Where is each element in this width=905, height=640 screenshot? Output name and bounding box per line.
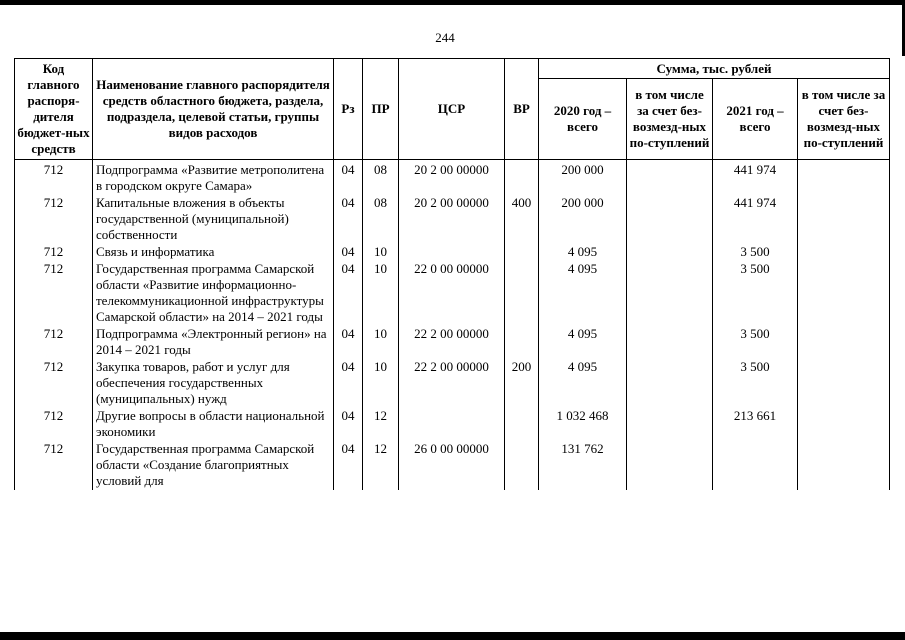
cell-name: Государственная программа Самарской области «Создание благоприятных условий для [93, 441, 334, 490]
cell-rz: 04 [334, 441, 363, 490]
cell-2020-free [627, 326, 713, 359]
cell-2021-total [713, 441, 798, 490]
cell-pr: 10 [363, 244, 399, 261]
table-body [15, 160, 890, 491]
cell-name: Закупка товаров, работ и услуг для обеспечения государственных (муниципальных) нужд [93, 359, 334, 408]
cell-2020-free [627, 195, 713, 244]
cell-2020-total: 200 000 [539, 195, 627, 244]
cell-code: 712 [15, 441, 93, 490]
cell-2021-total: 441 974 [713, 195, 798, 244]
table-row [15, 160, 890, 196]
cell-2021-free [798, 160, 890, 196]
cell-csr: 22 2 00 00000 [399, 359, 505, 408]
cell-rz: 04 [334, 244, 363, 261]
cell-2021-free [798, 408, 890, 441]
table-row [15, 326, 890, 359]
cell-csr: 20 2 00 00000 [399, 195, 505, 244]
cell-csr [399, 244, 505, 261]
cell-2020-total: 4 095 [539, 359, 627, 408]
cell-2021-free [798, 441, 890, 490]
cell-2020-total: 4 095 [539, 326, 627, 359]
cell-2020-free [627, 359, 713, 408]
cell-pr: 08 [363, 195, 399, 244]
cell-vr: 400 [505, 195, 539, 244]
cell-vr: 200 [505, 359, 539, 408]
cell-code: 712 [15, 244, 93, 261]
cell-pr: 12 [363, 441, 399, 490]
cell-csr: 26 0 00 00000 [399, 441, 505, 490]
cell-name: Другие вопросы в области национальной экономики [93, 408, 334, 441]
cell-name: Государственная программа Самарской области «Развитие информационно-телекоммуникационной инфраструктуры Самарской области» на 2014 – 2021 годы [93, 261, 334, 326]
cell-2020-total: 4 095 [539, 244, 627, 261]
cell-2020-total: 1 032 468 [539, 408, 627, 441]
table-row [15, 441, 890, 490]
cell-pr: 08 [363, 160, 399, 196]
cell-2021-total: 3 500 [713, 261, 798, 326]
cell-rz: 04 [334, 408, 363, 441]
table-row [15, 244, 890, 261]
cell-2021-free [798, 359, 890, 408]
cell-2020-total: 200 000 [539, 160, 627, 196]
cell-name: Подпрограмма «Развитие метрополитена в городском округе Самара» [93, 160, 334, 196]
cell-2021-total: 3 500 [713, 359, 798, 408]
cell-2020-total: 131 762 [539, 441, 627, 490]
cell-csr: 20 2 00 00000 [399, 160, 505, 196]
cell-2020-free [627, 244, 713, 261]
cell-vr [505, 261, 539, 326]
cell-name: Подпрограмма «Электронный регион» на 2014 – 2021 годы [93, 326, 334, 359]
cell-vr [505, 441, 539, 490]
cell-rz: 04 [334, 359, 363, 408]
header-name: Наименование главного распорядителя средств областного бюджета, раздела, подраздела, целевой статьи, группы видов расходов [93, 59, 334, 160]
header-2020-free: в том числе за счет без-возмезд-ных по-ступлений [627, 79, 713, 160]
cell-rz: 04 [334, 160, 363, 196]
cell-pr: 10 [363, 261, 399, 326]
cell-2021-total: 3 500 [713, 244, 798, 261]
cell-pr: 12 [363, 408, 399, 441]
cell-code: 712 [15, 359, 93, 408]
cell-name: Капитальные вложения в объекты государственной (муниципальной) собственности [93, 195, 334, 244]
cell-2020-free [627, 441, 713, 490]
cell-pr: 10 [363, 326, 399, 359]
cell-2020-total: 4 095 [539, 261, 627, 326]
cell-2021-total: 3 500 [713, 326, 798, 359]
header-code: Код главного распоря-дителя бюджет-ных средств [15, 59, 93, 160]
budget-table [14, 58, 890, 490]
cell-2021-free [798, 326, 890, 359]
header-2021-total: 2021 год – всего [713, 79, 798, 160]
cell-code: 712 [15, 408, 93, 441]
header-2020-total: 2020 год – всего [539, 79, 627, 160]
cell-2021-total: 441 974 [713, 160, 798, 196]
table-row [15, 195, 890, 244]
cell-rz: 04 [334, 261, 363, 326]
header-2021-free: в том числе за счет без-возмезд-ных по-ступлений [798, 79, 890, 160]
cell-code: 712 [15, 160, 93, 196]
cell-rz: 04 [334, 326, 363, 359]
cell-2021-total: 213 661 [713, 408, 798, 441]
cell-2020-free [627, 160, 713, 196]
cell-vr [505, 244, 539, 261]
header-csr: ЦСР [399, 59, 505, 160]
header-pr: ПР [363, 59, 399, 160]
header-rz: Рз [334, 59, 363, 160]
cell-name: Связь и информатика [93, 244, 334, 261]
cell-2021-free [798, 195, 890, 244]
cell-2021-free [798, 244, 890, 261]
cell-csr: 22 2 00 00000 [399, 326, 505, 359]
header-vr: ВР [505, 59, 539, 160]
cell-code: 712 [15, 326, 93, 359]
table-row [15, 408, 890, 441]
cell-2020-free [627, 408, 713, 441]
table-row [15, 261, 890, 326]
page-number: 244 [435, 30, 455, 45]
cell-vr [505, 408, 539, 441]
cell-2021-free [798, 261, 890, 326]
cell-code: 712 [15, 261, 93, 326]
top-border [0, 0, 905, 5]
bottom-border [0, 632, 905, 640]
cell-code: 712 [15, 195, 93, 244]
cell-csr [399, 408, 505, 441]
cell-vr [505, 160, 539, 196]
header-sum: Сумма, тыс. рублей [539, 59, 890, 79]
cell-rz: 04 [334, 195, 363, 244]
table-row [15, 359, 890, 408]
cell-csr: 22 0 00 00000 [399, 261, 505, 326]
cell-vr [505, 326, 539, 359]
cell-2020-free [627, 261, 713, 326]
cell-pr: 10 [363, 359, 399, 408]
